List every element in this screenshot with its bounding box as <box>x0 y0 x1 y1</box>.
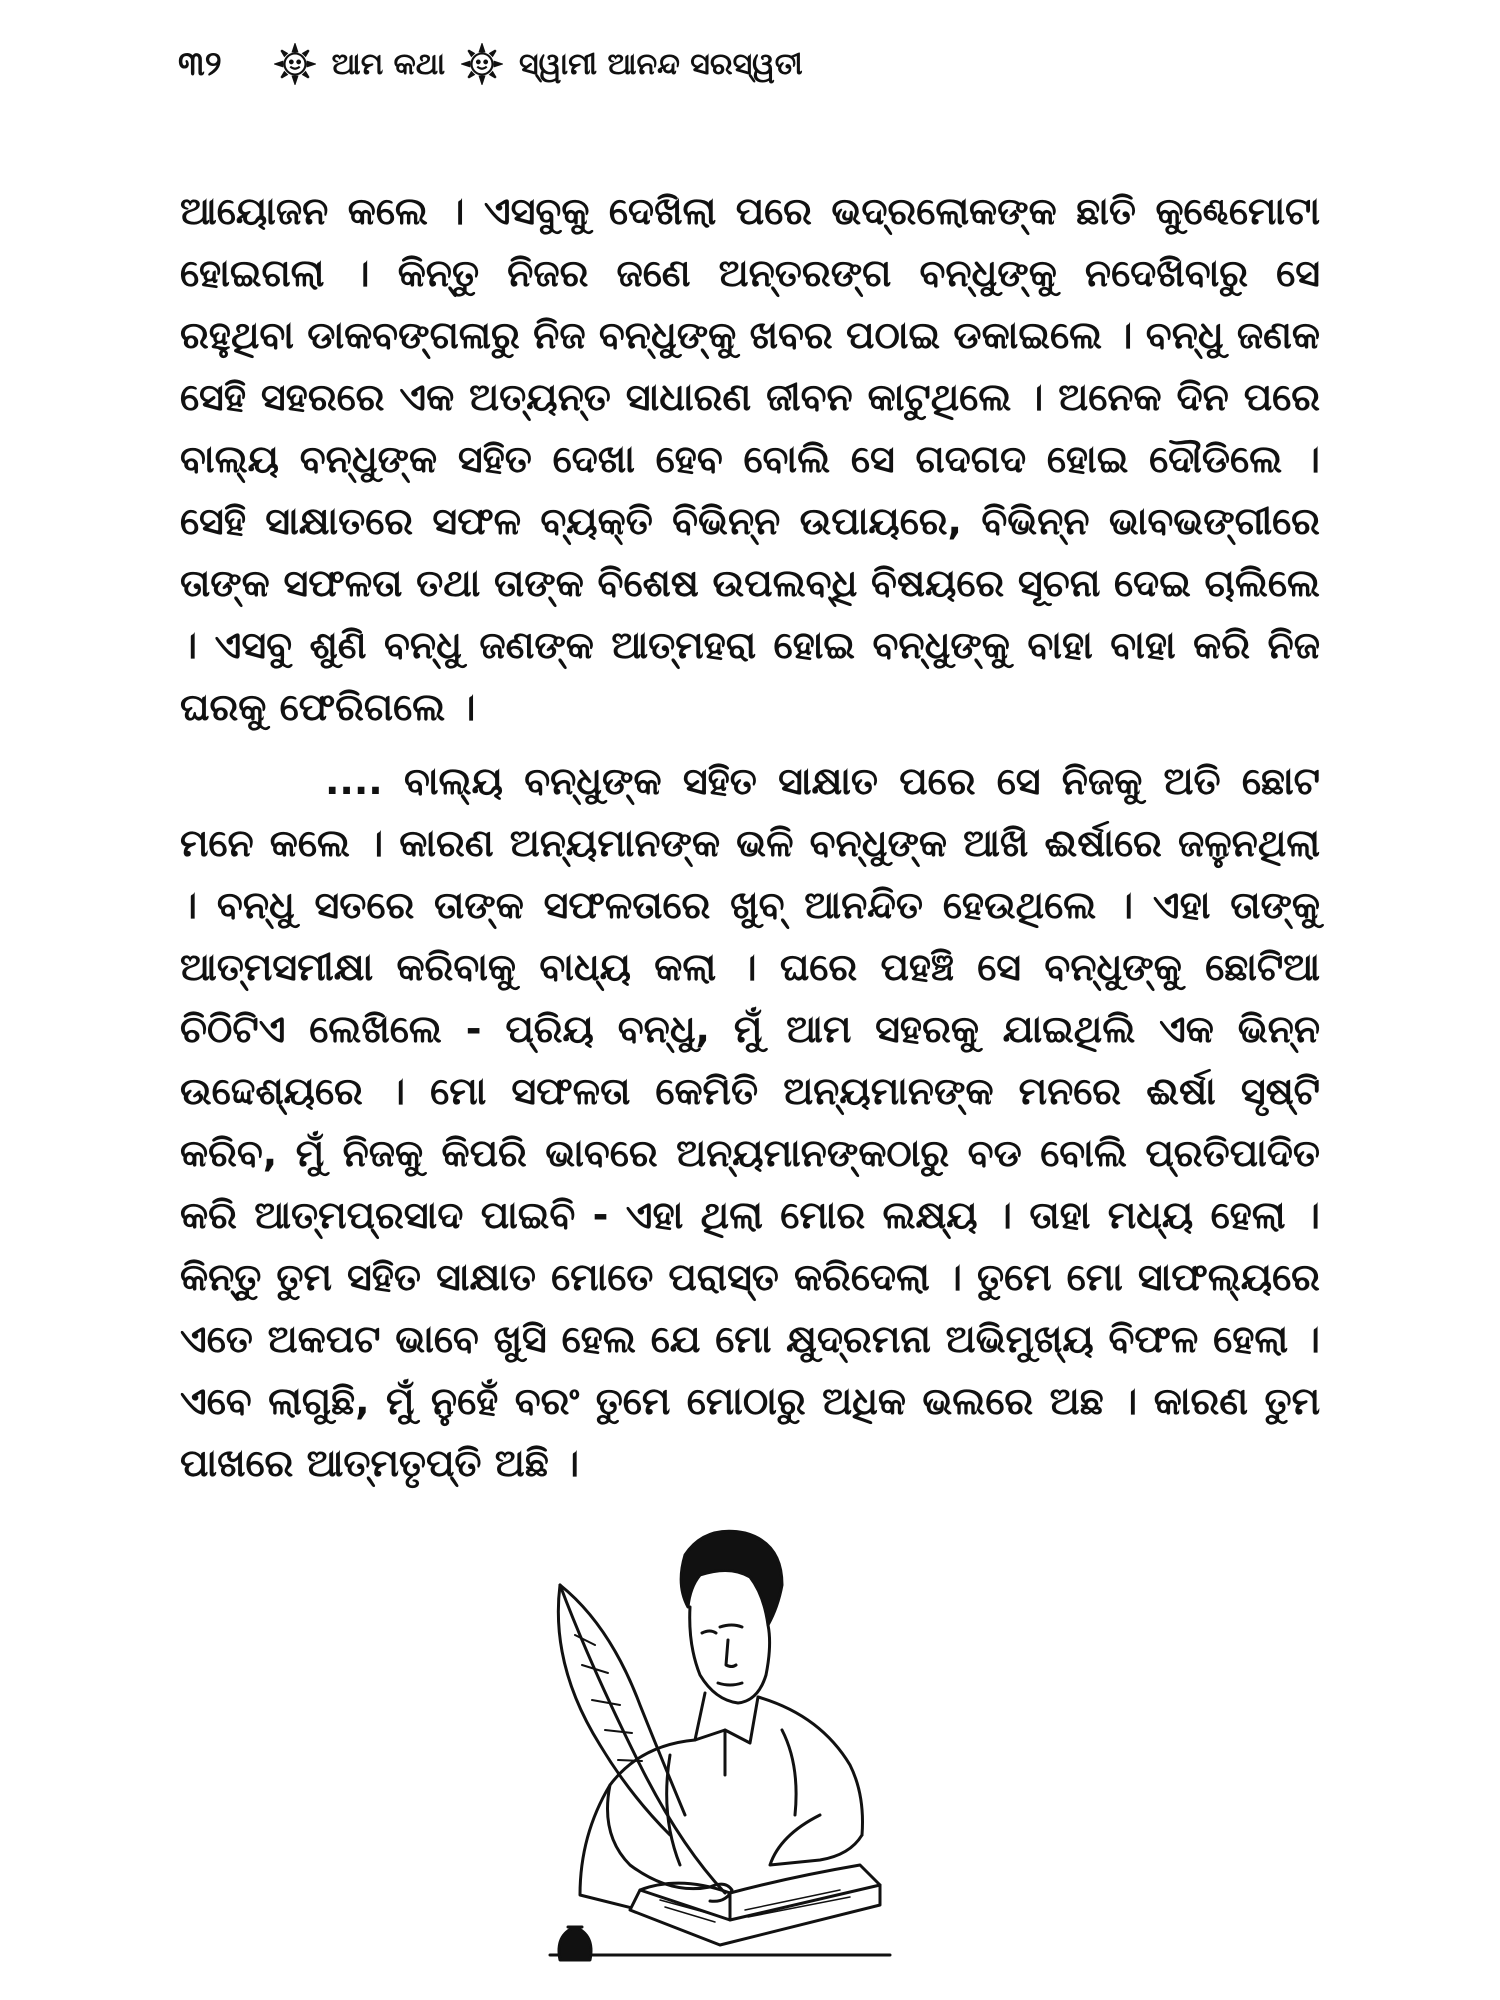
man-writing-with-quill-icon <box>520 1515 900 1985</box>
author-name: ସ୍ୱାମୀ ଆନନ୍ଦ ସରସ୍ୱତୀ <box>519 46 803 82</box>
flower-face-icon <box>274 43 316 85</box>
paragraph: .... ବାଲ୍ୟ ବନ୍ଧୁଙ୍କ ସହିତ ସାକ୍ଷାତ ପରେ ସେ ନିଜକୁ ଅତି ଛୋଟ ମନେ କଲେ । କାରଣ ଅନ୍ୟମାନଙ୍କ ଭଳି ବନ୍ଧୁଙ୍କ ଆଖି ଈର୍ଷାରେ ଜଳୁନଥିଲା । ବନ୍ଧୁ ସତରେ ତାଙ୍କ ସଫଳତାରେ ଖୁବ୍ ଆନନ୍ଦିତ ହେଉଥିଲେ । ଏହା ତାଙ୍କୁ ଆତ୍ମସମୀକ୍ଷା କରିବାକୁ ବାଧ୍ୟ କଲା । ଘରେ ପହଞ୍ଚି ସେ ବନ୍ଧୁଙ୍କୁ ଛୋଟିଆ ଚିଠିଟିଏ ଲେଖିଲେ - ପ୍ରିୟ ବନ୍ଧୁ, ମୁଁ ଆମ ସହରକୁ ଯାଇଥିଲି ଏକ ଭିନ୍ନ ଉଦ୍ଦେଶ୍ୟରେ । ମୋ ସଫଳତା କେମିତି ଅନ୍ୟମାନଙ୍କ ମନରେ ଈର୍ଷା ସୃଷ୍ଟି କରିବ, ମୁଁ ନିଜକୁ କିପରି ଭାବରେ ଅନ୍ୟମାନଙ୍କଠାରୁ ବଡ ବୋଲି ପ୍ରତିପାଦିତ କରି ଆତ୍ମପ୍ରସାଦ ପାଇବି - ଏହା ଥିଲା ମୋର ଲକ୍ଷ୍ୟ । ତାହା ମଧ୍ୟ ହେଲା । କିନ୍ତୁ ତୁମ ସହିତ ସାକ୍ଷାତ ମୋତେ ପରାସ୍ତ କରିଦେଲା । ତୁମେ ମୋ ସାଫଲ୍ୟରେ ଏତେ ଅକପଟ ଭାବେ ଖୁସି ହେଲ ଯେ ମୋ କ୍ଷୁଦ୍ରମନା ଅଭିମୁଖ୍ୟ ବିଫଳ ହେଲା । ଏବେ ଲାଗୁଛି, ମୁଁ ନୁହେଁ ବରଂ ତୁମେ ମୋଠାରୁ ଅଧିକ ଭଲରେ ଅଛ । କାରଣ ତୁମ ପାଖରେ ଆତ୍ମତୃପ୍ତି ଅଛି । <box>180 759 1320 1485</box>
paragraph: ଆୟୋଜନ କଲେ । ଏସବୁକୁ ଦେଖିଲା ପରେ ଭଦ୍ରଲୋକଙ୍କ ଛାତି କୁଣ୍ଢେମୋଟା ହୋଇଗଲା । କିନ୍ତୁ ନିଜର ଜଣେ ଅନ୍ତରଙ୍ଗ ବନ୍ଧୁଙ୍କୁ ନଦେଖିବାରୁ ସେ ରହୁଥିବା ଡାକବଙ୍ଗଳାରୁ ନିଜ ବନ୍ଧୁଙ୍କୁ ଖବର ପଠାଇ ଡକାଇଲେ । ବନ୍ଧୁ ଜଣକ ସେହି ସହରରେ ଏକ ଅତ୍ୟନ୍ତ ସାଧାରଣ ଜୀବନ କାଟୁଥିଲେ । ଅନେକ ଦିନ ପରେ ବାଲ୍ୟ ବନ୍ଧୁଙ୍କ ସହିତ ଦେଖା ହେବ ବୋଲି ସେ ଗଦଗଦ ହୋଇ ଦୌଡିଲେ । ସେହି ସାକ୍ଷାତରେ ସଫଳ ବ୍ୟକ୍ତି ବିଭିନ୍ନ ଉପାୟରେ, ବିଭିନ୍ନ ଭାବଭଙ୍ଗୀରେ ତାଙ୍କ ସଫଳତା ତଥା ତାଙ୍କ ବିଶେଷ ଉପଲବ୍ଧି ବିଷୟରେ ସୂଚନା ଦେଇ ଚାଲିଲେ । ଏସବୁ ଶୁଣି ବନ୍ଧୁ ଜଣଙ୍କ ଆତ୍ମହରା ହୋଇ ବନ୍ଧୁଙ୍କୁ ବାହା ବାହା କରି ନିଜ ଘରକୁ ଫେରିଗଲେ । <box>180 189 1320 729</box>
book-title: ଆମ କଥା <box>331 46 446 82</box>
body-text <box>180 180 1320 1494</box>
flower-face-icon <box>461 43 503 85</box>
page-number: ୩୨ <box>178 44 222 84</box>
running-header <box>178 36 809 92</box>
